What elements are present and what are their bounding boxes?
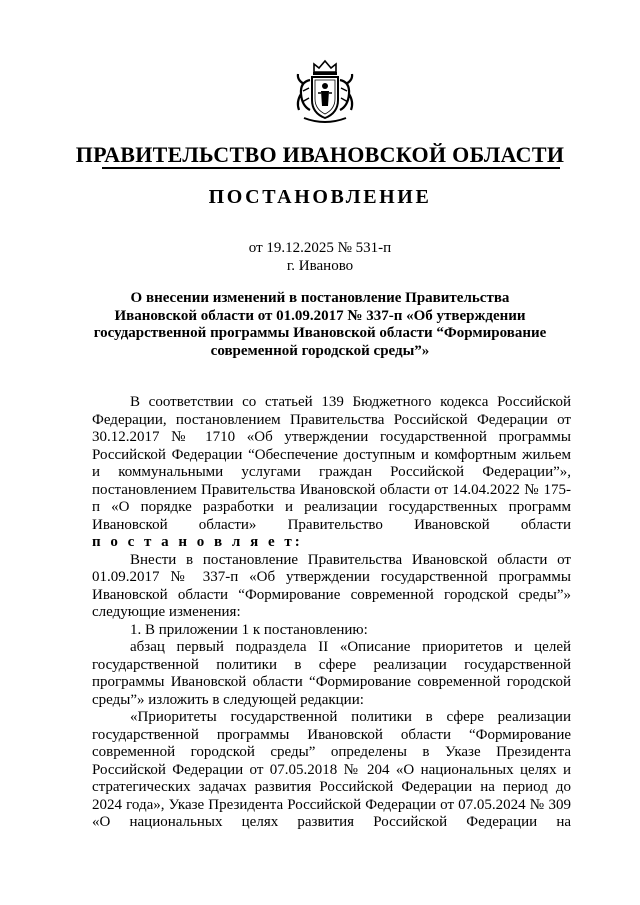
document-subject: О внесении изменений в постановление Правительства Ивановской области от 01.09.2017 № 337-п «Об утверждении государственной программы Ивановской области “Формирование современной городской среды”»	[93, 290, 547, 359]
document-city: г. Иваново	[286, 258, 354, 274]
coat-of-arms-icon	[290, 58, 360, 128]
body-paragraph: Внести в постановление Правительства Ивановской области от 01.09.2017 № 337-п «Об утверждении государственной программы Ивановской области “Формирование современной городской среды”» следующие изменения:	[92, 551, 571, 620]
decree-word: п о с т а н о в л я е т:	[92, 534, 303, 550]
title-underline	[102, 167, 560, 169]
document-body	[92, 394, 571, 832]
organization-title: ПРАВИТЕЛЬСТВО ИВАНОВСКОЙ ОБЛАСТИ	[75, 142, 565, 167]
document-date-number: от 19.12.2025 № 531-п	[248, 240, 392, 256]
body-paragraph: абзац первый подраздела II «Описание приоритетов и целей государственной политики в сфере реализации государственной программы Ивановской области “Формирование современной городской среды”» изложить в следующей редакции:	[92, 639, 571, 708]
preamble-paragraph	[92, 394, 571, 534]
preamble-text: В соответствии со статьей 139 Бюджетного кодекса Российской Федерации, постановлением Правительства Российской Федерации от 30.12.2017 № 1710 «Об утверждении государственной программы Российской Федерации “Обеспечение доступным и комфортным жильем и коммунальными услугами граждан Российской Федерации”», постановлением Правительства Ивановской области от 14.04.2022 № 175-п «О порядке разработки и реализации государственных программ Ивановской области» Правительство Ивановской области	[92, 394, 571, 533]
body-paragraph: «Приоритеты государственной политики в сфере реализации государственной программы Ивановской области “Формирование современной городской среды” определены в Указе Президента Российской Федерации от 07.05.2018 № 204 «О национальных целях и стратегических задачах развития Российской Федерации на период до 2024 года», Указе Президента Российской Федерации от 07.05.2024 № 309 «О национальных целях развития Российской Федерации на	[92, 709, 571, 830]
document-type: ПОСТАНОВЛЕНИЕ	[208, 186, 432, 208]
decree-line	[92, 534, 571, 552]
body-paragraph: 1. В приложении 1 к постановлению:	[130, 621, 368, 638]
